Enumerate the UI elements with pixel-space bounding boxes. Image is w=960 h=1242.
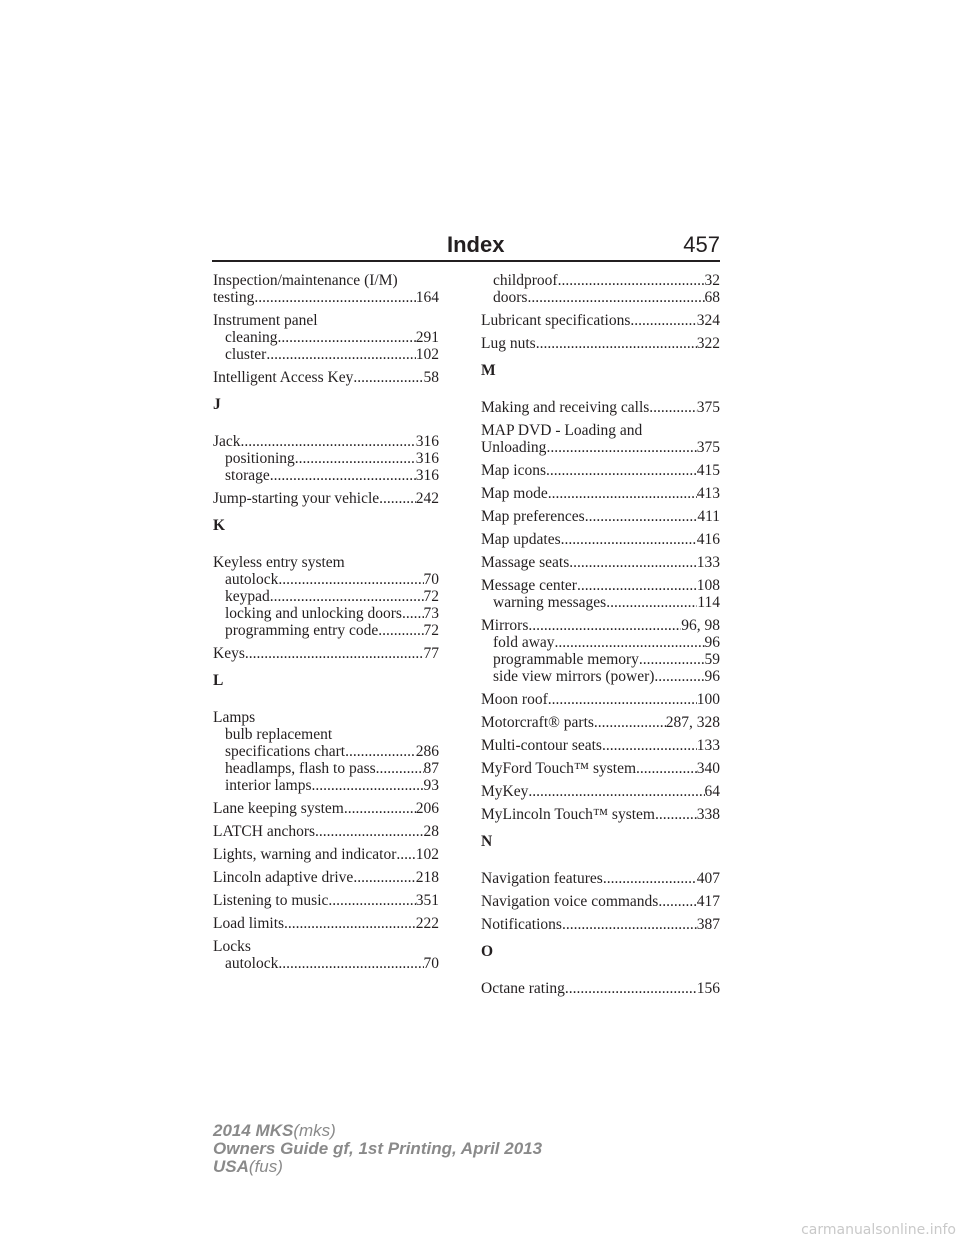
index-entry — [481, 980, 720, 997]
index-subentry — [481, 634, 720, 651]
index-entry — [213, 490, 439, 507]
index-entry — [481, 714, 720, 731]
index-line — [481, 691, 720, 708]
index-subentry — [213, 588, 439, 605]
dot-leader — [546, 462, 697, 479]
index-line — [481, 531, 720, 548]
dot-leader — [402, 605, 424, 622]
index-page-ref: 93 — [423, 777, 439, 794]
dot-leader — [376, 760, 424, 777]
index-page-ref: 413 — [696, 485, 720, 502]
section-letter: K — [213, 517, 226, 534]
index-line — [481, 617, 720, 634]
index-term: Inspection/maintenance (I/M) — [213, 272, 398, 289]
index-line — [481, 714, 720, 731]
index-line — [213, 312, 439, 329]
index-page-ref: 415 — [696, 462, 720, 479]
footer-line-model: 2014 MKS(mks) — [213, 1121, 336, 1140]
index-entry — [481, 760, 720, 777]
index-entry — [213, 272, 439, 306]
section-letter: L — [213, 672, 224, 689]
index-entry — [213, 709, 439, 794]
index-page-ref: 340 — [696, 760, 720, 777]
index-entry — [213, 369, 439, 386]
dot-leader — [577, 577, 697, 594]
index-subentry — [213, 622, 439, 639]
index-line — [481, 312, 720, 329]
index-line — [481, 577, 720, 594]
dot-leader — [603, 870, 697, 887]
index-term: locking and unlocking doors — [225, 605, 402, 622]
index-term: cluster — [225, 346, 267, 363]
index-entry — [481, 783, 720, 800]
index-term: Lubricant specifications — [481, 312, 631, 329]
dot-leader — [396, 846, 415, 863]
index-term: MyKey — [481, 783, 529, 800]
index-line — [213, 869, 439, 886]
index-page-ref: 102 — [415, 346, 439, 363]
index-page-ref: 375 — [696, 399, 720, 416]
dot-leader — [546, 439, 696, 456]
index-page-ref: 70 — [423, 571, 439, 588]
dot-leader — [636, 760, 697, 777]
index-term: bulb replacement — [225, 726, 333, 743]
index-page-ref: 407 — [696, 870, 720, 887]
index-page-ref: 416 — [696, 531, 720, 548]
index-page-ref: 100 — [696, 691, 720, 708]
index-term: Navigation features — [481, 870, 603, 887]
index-term: Motorcraft® parts — [481, 714, 594, 731]
page-header — [212, 228, 720, 262]
index-term: MAP DVD - Loading and — [481, 422, 643, 439]
index-line — [213, 800, 439, 817]
index-line — [213, 709, 439, 726]
index-subentry — [213, 450, 439, 467]
dot-leader — [241, 433, 416, 450]
index-entry — [213, 800, 439, 817]
index-entry — [481, 617, 720, 685]
index-entry — [213, 915, 439, 932]
index-subentry — [481, 594, 720, 611]
dot-leader — [548, 485, 697, 502]
index-term: Notifications — [481, 916, 562, 933]
index-term: autolock — [225, 571, 279, 588]
index-entry — [481, 335, 720, 352]
index-line — [481, 806, 720, 823]
dot-leader — [655, 806, 697, 823]
dot-leader — [270, 467, 416, 484]
index-page-ref: 387 — [696, 916, 720, 933]
index-entry — [213, 554, 439, 639]
index-page-ref: 114 — [697, 594, 720, 611]
index-entry — [213, 938, 439, 972]
index-entry — [213, 823, 439, 840]
index-line — [213, 645, 439, 662]
index-entry — [481, 399, 720, 416]
index-term: Massage seats — [481, 554, 570, 571]
index-term: MyFord Touch™ system — [481, 760, 637, 777]
dot-leader — [278, 955, 423, 972]
index-page-ref: 96 — [704, 634, 720, 651]
index-term: Lamps — [213, 709, 256, 726]
index-term: childproof — [493, 272, 558, 289]
index-line — [481, 439, 720, 456]
index-page-ref: 316 — [415, 433, 439, 450]
index-line — [213, 554, 439, 571]
index-line — [481, 737, 720, 754]
dot-leader — [312, 777, 424, 794]
index-term: Making and receiving calls — [481, 399, 650, 416]
index-subentry — [213, 329, 439, 346]
index-page-ref: 108 — [696, 577, 720, 594]
index-line — [481, 893, 720, 910]
dot-leader — [569, 554, 697, 571]
index-entry — [481, 508, 720, 525]
dot-leader — [353, 869, 415, 886]
index-page-ref: 68 — [704, 289, 720, 306]
dot-leader — [562, 916, 697, 933]
index-line — [213, 823, 439, 840]
dot-leader — [278, 329, 416, 346]
index-page-ref: 72 — [423, 588, 439, 605]
index-page-ref: 222 — [415, 915, 439, 932]
index-entry — [481, 554, 720, 571]
index-page-ref: 102 — [415, 846, 439, 863]
index-page-ref: 375 — [696, 439, 720, 456]
section-letter: J — [213, 396, 221, 413]
dot-leader — [527, 289, 704, 306]
index-column-right — [481, 272, 720, 1003]
index-term: programming entry code — [225, 622, 379, 639]
index-line — [481, 554, 720, 571]
dot-leader — [548, 691, 697, 708]
index-page-ref: 133 — [696, 737, 720, 754]
index-subentry — [481, 272, 720, 289]
index-term: LATCH anchors — [213, 823, 316, 840]
dot-leader — [284, 915, 416, 932]
index-page-ref: 411 — [697, 508, 720, 525]
section-letter: M — [481, 362, 496, 379]
dot-leader — [528, 617, 681, 634]
index-term: MyLincoln Touch™ system — [481, 806, 655, 823]
index-line — [213, 272, 439, 289]
index-line — [213, 490, 439, 507]
index-page-ref: 32 — [704, 272, 720, 289]
footer-line-printing: Owners Guide gf, 1st Printing, April 2013 — [213, 1139, 543, 1158]
dot-leader — [630, 312, 696, 329]
header-rule — [212, 260, 720, 262]
index-line — [481, 760, 720, 777]
index-subentry — [481, 651, 720, 668]
index-page-ref: 72 — [423, 622, 439, 639]
index-term: Jack — [213, 433, 241, 450]
index-subentry — [213, 726, 439, 743]
dot-leader — [266, 346, 415, 363]
index-term: Map preferences — [481, 508, 585, 525]
section-letter: N — [481, 833, 493, 850]
index-term: testing — [213, 289, 255, 306]
index-entry — [481, 870, 720, 887]
index-line — [481, 399, 720, 416]
index-subentry — [213, 605, 439, 622]
dot-leader — [345, 743, 416, 760]
watermark: carmanualsonline.info — [801, 1222, 956, 1238]
index-page-ref: 156 — [696, 980, 720, 997]
dot-leader — [295, 450, 416, 467]
index-page-ref: 64 — [704, 783, 720, 800]
index-term: specifications chart — [225, 743, 346, 760]
index-line — [481, 980, 720, 997]
index-term: doors — [493, 289, 528, 306]
dot-leader — [594, 714, 666, 731]
index-term: side view mirrors (power) — [493, 668, 655, 685]
index-entry — [481, 577, 720, 611]
index-term: Map icons — [481, 462, 547, 479]
index-term: Lincoln adaptive drive — [213, 869, 354, 886]
index-entry — [481, 312, 720, 329]
footer-edition-info — [213, 1122, 542, 1176]
index-term: Navigation voice commands — [481, 893, 659, 910]
index-page-ref: 206 — [415, 800, 439, 817]
index-entry — [481, 806, 720, 823]
index-page-ref: 316 — [415, 467, 439, 484]
index-entry — [213, 892, 439, 909]
index-line — [481, 916, 720, 933]
index-page-ref: 324 — [696, 312, 720, 329]
index-term: Lane keeping system — [213, 800, 344, 817]
index-page-ref: 417 — [696, 893, 720, 910]
index-subentry — [213, 955, 439, 972]
index-column-left — [213, 272, 439, 978]
index-line — [481, 783, 720, 800]
index-term: fold away — [493, 634, 555, 651]
dot-leader — [245, 645, 424, 662]
index-entry — [481, 272, 720, 306]
index-term: keypad — [225, 588, 270, 605]
dot-leader — [585, 508, 698, 525]
index-term: headlamps, flash to pass — [225, 760, 376, 777]
dot-leader — [528, 783, 704, 800]
dot-leader — [558, 272, 705, 289]
index-line — [481, 335, 720, 352]
index-term: Mirrors — [481, 617, 529, 634]
index-term: storage — [225, 467, 270, 484]
dot-leader — [639, 651, 705, 668]
index-entry — [213, 312, 439, 363]
index-page-ref: 338 — [696, 806, 720, 823]
index-line — [213, 846, 439, 863]
dot-leader — [353, 369, 423, 386]
index-page-ref: 87 — [423, 760, 439, 777]
index-entry — [213, 433, 439, 484]
index-line — [213, 892, 439, 909]
index-line — [213, 433, 439, 450]
index-page-ref: 70 — [423, 955, 439, 972]
index-entry — [481, 422, 720, 456]
index-line — [213, 289, 439, 306]
dot-leader — [606, 594, 697, 611]
index-term: programmable memory — [493, 651, 639, 668]
index-term: cleaning — [225, 329, 278, 346]
index-page-ref: 287, 328 — [665, 714, 720, 731]
index-term: Load limits — [213, 915, 285, 932]
index-term: autolock — [225, 955, 279, 972]
dot-leader — [561, 531, 697, 548]
index-subentry — [213, 760, 439, 777]
index-term: interior lamps — [225, 777, 312, 794]
index-page-ref: 316 — [415, 450, 439, 467]
dot-leader — [654, 668, 704, 685]
dot-leader — [555, 634, 705, 651]
dot-leader — [315, 823, 423, 840]
index-subentry — [481, 668, 720, 685]
index-line — [213, 938, 439, 955]
index-line — [481, 508, 720, 525]
index-term: Keyless entry system — [213, 554, 345, 571]
dot-leader — [328, 892, 415, 909]
index-page-ref: 96 — [704, 668, 720, 685]
page-title: Index — [447, 232, 505, 257]
index-entry — [481, 462, 720, 479]
index-entry — [213, 846, 439, 863]
dot-leader — [344, 800, 416, 817]
index-page-ref: 73 — [423, 605, 439, 622]
index-page-ref: 77 — [423, 645, 439, 662]
index-term: Multi-contour seats — [481, 737, 602, 754]
index-entry — [481, 893, 720, 910]
index-subentry — [213, 571, 439, 588]
dot-leader — [602, 737, 697, 754]
index-subentry — [213, 346, 439, 363]
index-page-ref: 291 — [415, 329, 439, 346]
index-entry — [481, 485, 720, 502]
index-term: Jump-starting your vehicle — [213, 490, 380, 507]
index-term: Locks — [213, 938, 251, 955]
index-term: Keys — [213, 645, 245, 662]
index-line — [213, 369, 439, 386]
index-subentry — [213, 743, 439, 760]
index-line — [213, 915, 439, 932]
index-term: Lug nuts — [481, 335, 536, 352]
index-page-ref: 218 — [415, 869, 439, 886]
index-term: warning messages — [493, 594, 607, 611]
index-term: Map updates — [481, 531, 561, 548]
index-line — [481, 870, 720, 887]
index-term: Lights, warning and indicator — [213, 846, 397, 863]
dot-leader — [254, 289, 415, 306]
index-line — [481, 422, 720, 439]
dot-leader — [379, 490, 416, 507]
index-line — [481, 485, 720, 502]
index-term: Moon roof — [481, 691, 548, 708]
index-page-ref: 351 — [415, 892, 439, 909]
index-term: Intelligent Access Key — [213, 369, 354, 386]
index-page-ref: 164 — [415, 289, 439, 306]
dot-leader — [658, 893, 696, 910]
index-entry — [481, 916, 720, 933]
index-term: Map mode — [481, 485, 548, 502]
dot-leader — [378, 622, 423, 639]
index-page-ref: 28 — [423, 823, 439, 840]
index-entry — [213, 869, 439, 886]
index-page-ref: 286 — [415, 743, 439, 760]
dot-leader — [270, 588, 424, 605]
section-letter: O — [481, 943, 494, 960]
index-term: Listening to music — [213, 892, 329, 909]
index-subentry — [213, 467, 439, 484]
index-entry — [481, 737, 720, 754]
page-number: 457 — [683, 232, 720, 257]
dot-leader — [278, 571, 423, 588]
index-subentry — [481, 289, 720, 306]
index-page-ref: 96, 98 — [681, 617, 720, 634]
index-page-ref: 322 — [696, 335, 720, 352]
index-page-ref: 59 — [704, 651, 720, 668]
index-entry — [481, 531, 720, 548]
index-term: Octane rating — [481, 980, 565, 997]
index-term: Message center — [481, 577, 577, 594]
index-subentry — [213, 777, 439, 794]
index-page-ref: 133 — [696, 554, 720, 571]
index-page-ref: 242 — [415, 490, 439, 507]
index-term: Unloading — [481, 439, 547, 456]
dot-leader — [649, 399, 696, 416]
index-entry — [213, 645, 439, 662]
index-term: positioning — [225, 450, 295, 467]
index-page-ref: 58 — [423, 369, 439, 386]
index-line — [481, 462, 720, 479]
index-entry — [481, 691, 720, 708]
footer-line-market: USA(fus) — [213, 1157, 283, 1176]
index-term: Instrument panel — [213, 312, 318, 329]
dot-leader — [536, 335, 697, 352]
dot-leader — [565, 980, 697, 997]
